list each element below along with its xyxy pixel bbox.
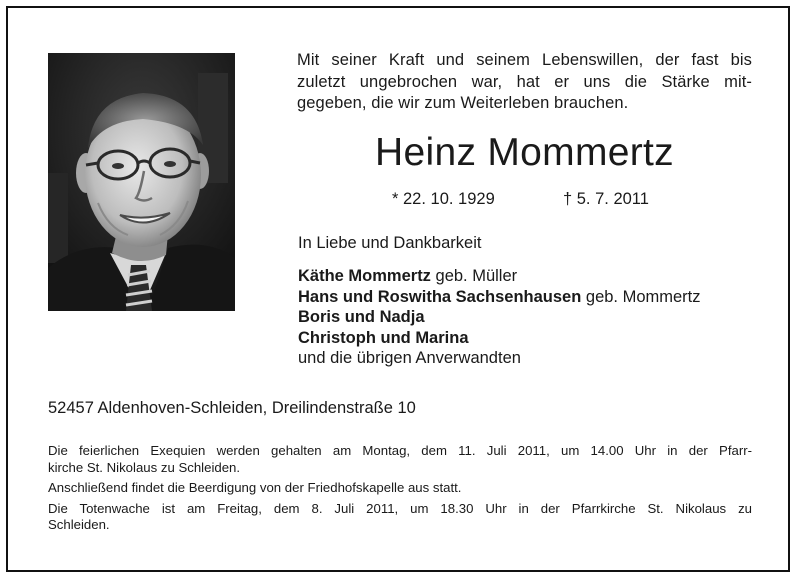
note-line: Die feierlichen Exequien werden gehalten am Montag, dem 11. Juli 2011, um 14.00 Uhr in der Pfarr- (48, 443, 752, 458)
mourner-suffix: und die übrigen Anverwandten (298, 349, 521, 367)
motto-line: gegeben, die wir zum Weiterleben brauchen. (297, 94, 629, 112)
mourners-list (298, 266, 701, 369)
mourner-row (298, 348, 701, 369)
mourner-suffix: geb. Mommertz (581, 287, 701, 306)
mourner-name: Hans und Roswitha Sachsenhausen (298, 287, 582, 306)
deceased-name: Heinz Mommertz (375, 131, 674, 174)
mourner-row (298, 266, 701, 287)
note-line: kirche St. Nikolaus zu Schleiden. (48, 459, 241, 475)
wake-note (48, 501, 752, 534)
note-line: Die Totenwache ist am Freitag, dem 8. Juli 2011, um 18.30 Uhr in der Pfarrkirche St. Nikolaus zu (48, 500, 752, 516)
birth-date: * 22. 10. 1929 (392, 190, 495, 208)
note-line: Schleiden. (48, 517, 110, 532)
mourner-row (298, 287, 701, 308)
exequien-note (48, 443, 752, 476)
service-notes (48, 443, 752, 538)
motto-quote (297, 50, 752, 115)
death-date: † 5. 7. 2011 (563, 190, 649, 208)
mourner-name: Christoph und Marina (298, 328, 469, 347)
burial-note (48, 480, 752, 497)
mourner-row (298, 307, 701, 328)
motto-line: zuletzt ungebrochen war, hat er uns die Stärke mit- (297, 72, 752, 91)
family-address: 52457 Aldenhoven-Schleiden, Dreilindenstraße 10 (48, 399, 416, 417)
mourner-name: Boris und Nadja (298, 308, 425, 326)
note-line: Anschließend findet die Beerdigung von der Friedhofskapelle aus statt. (48, 480, 462, 495)
portrait-photo (48, 53, 235, 311)
gratitude-line: In Liebe und Dankbarkeit (298, 234, 482, 252)
mourner-row (298, 328, 701, 349)
mourner-name: Käthe Mommertz (298, 267, 431, 285)
motto-line: Mit seiner Kraft und seinem Lebenswillen, der fast bis (297, 51, 752, 69)
mourner-suffix: geb. Müller (430, 267, 518, 285)
